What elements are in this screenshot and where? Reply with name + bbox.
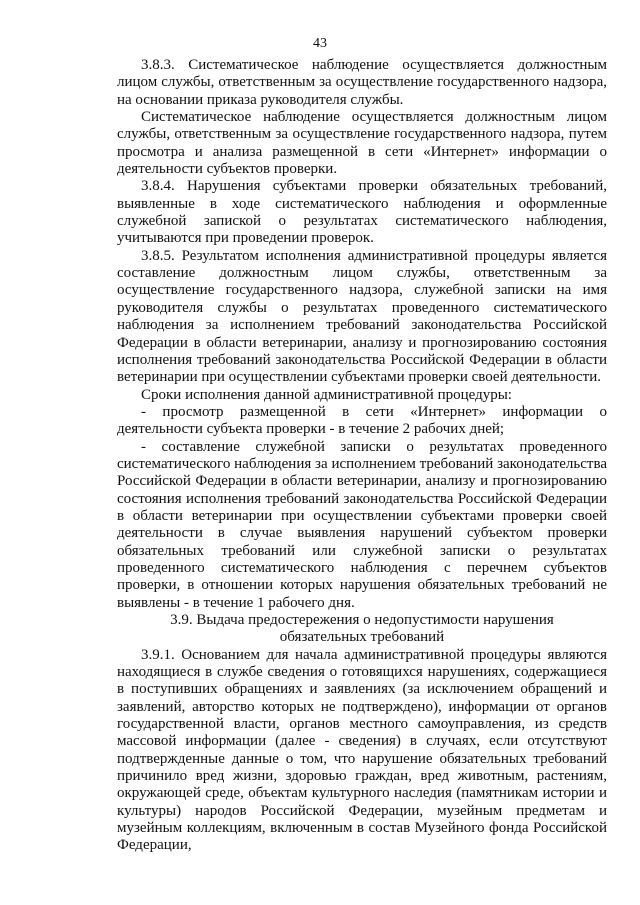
paragraph-3-8-4: 3.8.4. Нарушения субъектами проверки обязательных требований, выявленные в ходе систематического наблюдения и оформленные служебной запиской о результатах систематического наблюдения, учитываются при проведении проверок.	[117, 178, 607, 247]
list-item-memo-preparation: - составление служебной записки о результатах проведенного систематического наблюдения за исполнением требований законодательства Российской Федерации в области ветеринарии, анализу и прогнозированию состояния исполнения требований законодательства Российской Федерации в области ветеринарии при осуществлении субъектами проверки своей деятельности в случае выявления нарушений субъектом проверки обязательных требований или служебной записки о результатах проведенного систематического наблюдения с перечнем субъектов проверки, в отношении которых нарушения обязательных требований не выявлены - в течение 1 рабочего дня.	[117, 438, 607, 611]
paragraph-deadlines-intro: Сроки исполнения данной административной процедуры:	[141, 386, 512, 403]
paragraph-3-9-1: 3.9.1. Основанием для начала административной процедуры являются находящиеся в службе сведения о готовящихся нарушениях, содержащиеся в поступивших обращениях и заявлениях (за исключением обращений и заявлений, авторство которых не подтверждено), информации от органов государственной власти, органов местного самоуправления, из средств массовой информации (далее - сведения) в случаях, если отсутствуют подтвержденные данные о том, что нарушение обязательных требований причинило вред жизни, здоровью граждан, вред животным, растениям, окружающей среде, объектам культурного наследия (памятникам истории и культуры) народов Российской Федерации, музейным предметам и музейным коллекциям, включенным в состав Музейного фонда Российской Федерации,	[117, 646, 607, 854]
document-body	[117, 57, 607, 855]
paragraph-systematic-observation: Систематическое наблюдение осуществляется должностным лицом службы, ответственным за осуществление государственного надзора, путем просмотра и анализа размещенной в сети «Интернет» информации о деятельности субъектов проверки.	[117, 109, 607, 178]
section-heading-3-9: 3.9. Выдача предостережения о недопустимости нарушения обязательных требований	[170, 612, 554, 646]
paragraph-3-8-3: 3.8.3. Систематическое наблюдение осуществляется должностным лицом службы, ответственным за осуществление государственного надзора, на основании приказа руководителя службы.	[117, 57, 607, 108]
paragraph-3-8-5: 3.8.5. Результатом исполнения административной процедуры является составление должностным лицом службы, ответственным за осуществление государственного надзора, служебной записки на имя руководителя службы о результатах проведенного систематического наблюдения за исполнением требований законодательства Российской Федерации в области ветеринарии, анализу и прогнозированию состояния исполнения требований законодательства Российской Федерации в области ветеринарии при осуществлении субъектами проверки своей деятельности.	[117, 247, 607, 386]
page-number: 43	[313, 36, 327, 51]
list-item-internet-review: - просмотр размещенной в сети «Интернет» информации о деятельности субъекта проверки - в течение 2 рабочих дней;	[117, 403, 607, 438]
